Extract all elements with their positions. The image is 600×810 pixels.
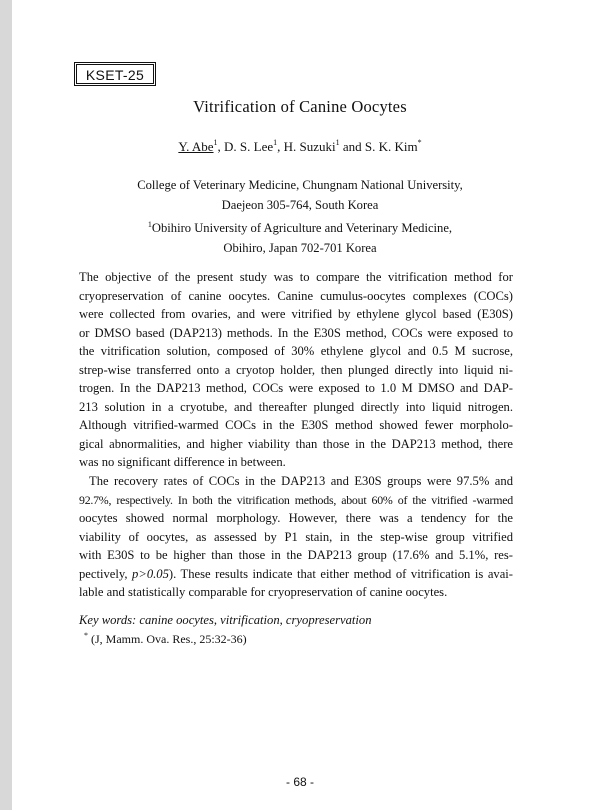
p-value: p>0.05: [132, 566, 169, 581]
affiliation-line: Obihiro, Japan 702-701 Korea: [223, 240, 377, 255]
abstract-line: viability of oocytes, as assessed by P1 stain, in the step-wise group vitrified: [79, 529, 513, 544]
affiliation-line: $^1$Obihiro University of Agriculture and Veterinary Medicine,: [147, 220, 453, 236]
author-affil-mark: 1: [273, 138, 278, 147]
abstract-line: lable and statistically comparable for cryopreservation of canine oocytes.: [79, 585, 448, 600]
paper-title: Vitrification of Canine Oocytes: [193, 97, 407, 116]
abstract-line: was no significant difference in between.: [79, 455, 286, 470]
abstract-line: gical abnormalities, and higher viability than those in the DAP213 method, there: [79, 436, 513, 451]
abstract-line: Although vitrified-warmed COCs in the E30S method showed fewer morpholo-: [79, 418, 513, 433]
paper-code: KSET-25: [85, 67, 145, 83]
abstract-line: the vitrification solution, composed of 30% ethylene glycol and 0.5 M sucrose,: [79, 344, 513, 359]
citation-mark: *: [84, 631, 88, 640]
paper-code-box: [74, 62, 156, 86]
abstract-line: strep-wise transferred onto a cryotop holder, then plunged directly into liquid ni-: [79, 362, 513, 377]
abstract-line: or DMSO based (DAP213) methods. In the E30S method, COCs were exposed to: [79, 325, 513, 340]
citation-text: (J, Mamm. Ova. Res., 25:32-36): [91, 632, 247, 646]
page-number: - 68 -: [285, 775, 314, 789]
abstract-line: 92.7%, respectively. In both the vitrification methods, about 60% of the vitrified -warmed: [79, 492, 513, 507]
affiliation-line: Daejeon 305-764, South Korea: [221, 197, 379, 212]
abstract-line: The objective of the present study was to compare the vitrification method for: [79, 270, 513, 284]
abstract-line: 213 solution in a cryotube, and thereafter plunged directly into liquid nitrogen.: [79, 399, 513, 414]
author-affil-mark: 1: [335, 138, 340, 147]
abstract-line: The recovery rates of COCs in the DAP213 and E30S groups were 97.5% and: [89, 474, 513, 489]
corresponding-mark: *: [417, 138, 422, 147]
abstract: [79, 268, 513, 602]
abstract-line: cryopreservation of canine oocytes. Canine cumulus-oocytes complexes (COCs): [79, 288, 513, 303]
abstract-line: were collected from ovaries, and were vitrified by ethylene glycol based (E30S): [79, 307, 513, 322]
author-name: H. Suzuki: [283, 139, 336, 154]
abstract-line: oocytes showed normal morphology. However, there was a tendency for the: [79, 511, 513, 526]
abstract-line: with E30S to be higher than those in the DAP213 group (17.6% and 5.1%, res-: [79, 548, 513, 563]
abstract-line: trogen. In the DAP213 method, COCs were exposed to 1.0 M DMSO and DAP-: [79, 381, 513, 396]
abstract-line: pectively, p>0.05). These results indicate that either method of vitrification is avai-: [79, 566, 513, 581]
author-name: S. K. Kim: [364, 139, 418, 154]
author-list: Y. Abe$^1$, D. S. Lee$^1$, H. Suzuki$^1$ and S. K. Kim*: [178, 138, 422, 154]
author-name: Y. Abe: [178, 139, 214, 154]
scan-page-edge: [0, 0, 12, 810]
citation: [84, 631, 247, 647]
affiliation-line: College of Veterinary Medicine, Chungnam National University,: [137, 178, 463, 192]
affiliation-mark: 1: [147, 220, 152, 230]
author-name: D. S. Lee: [224, 139, 274, 154]
keywords: Key words: canine oocytes, vitrification, cryopreservation: [79, 613, 372, 627]
affiliations: [0, 176, 600, 258]
author-affil-mark: 1: [213, 138, 218, 147]
